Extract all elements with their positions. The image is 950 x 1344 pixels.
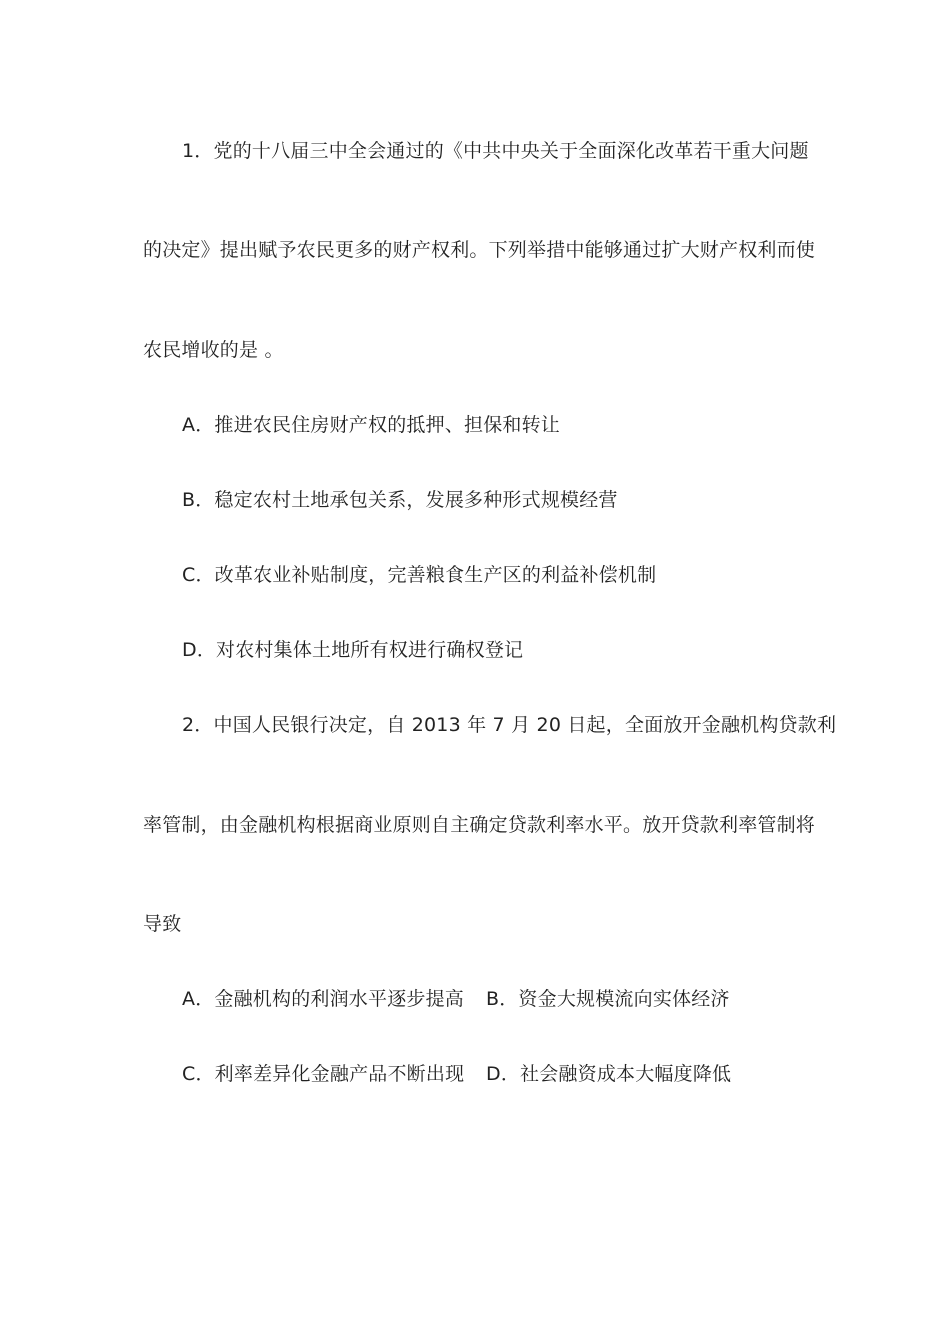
question-2-option-b: B．资金大规模流向实体经济: [486, 988, 730, 1010]
question-1-stem-line-2: 的决定》提出赋予农民更多的财产权利。下列举措中能够通过扩大财产权利而使: [143, 239, 816, 261]
question-2-option-c: C．利率差异化金融产品不断出现: [182, 1063, 465, 1085]
question-1-option-b: B．稳定农村土地承包关系，发展多种形式规模经营: [182, 489, 618, 511]
question-1-option-a: A．推进农民住房财产权的抵押、担保和转让: [182, 414, 560, 436]
question-2-option-d: D．社会融资成本大幅度降低: [486, 1063, 732, 1085]
question-1-option-d: D．对农村集体土地所有权进行确权登记: [182, 639, 524, 661]
question-2-stem-line-2: 率管制，由金融机构根据商业原则自主确定贷款利率水平。放开贷款利率管制将: [143, 814, 816, 836]
question-2-option-a: A．金融机构的利润水平逐步提高: [182, 988, 464, 1010]
question-2-stem-line-1: 2．中国人民银行决定，自 2013 年 7 月 20 日起，全面放开金融机构贷款利: [182, 714, 837, 736]
question-1-option-c: C．改革农业补贴制度，完善粮食生产区的利益补偿机制: [182, 564, 657, 586]
question-1-stem-line-3: 农民增收的是 。: [143, 339, 284, 361]
question-1-stem-line-1: 1．党的十八届三中全会通过的《中共中央关于全面深化改革若干重大问题: [182, 140, 809, 162]
question-2-stem-line-3: 导致: [143, 913, 182, 935]
